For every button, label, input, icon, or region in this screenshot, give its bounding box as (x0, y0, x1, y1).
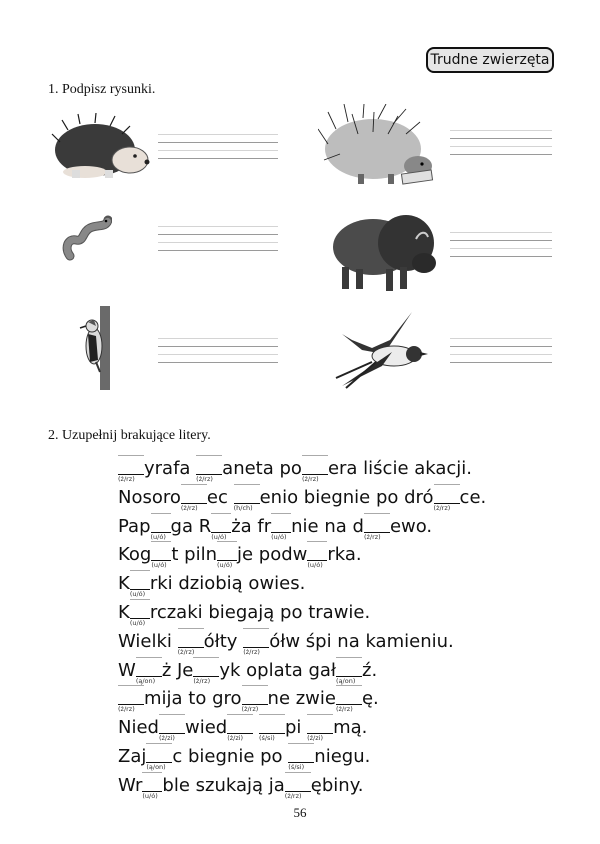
letter-hint: (ą/on) (146, 762, 166, 771)
missing-letter-blank[interactable] (258, 715, 285, 743)
sentence-text: aneta po (222, 458, 302, 479)
letter-hint: (ż/rz) (180, 503, 198, 512)
sentence-text: rczaki biegają po trawie. (149, 601, 371, 623)
sentence-text: Zaj (118, 745, 147, 767)
sentence-text: Pap (118, 515, 151, 537)
letter-hint: (u/ó) (150, 532, 166, 541)
missing-letter-blank[interactable] (146, 744, 172, 771)
sentence-text: Wr (118, 774, 143, 796)
exercise-sentence (118, 485, 578, 514)
task-2-instruction: 2. Uzupełnij brakujące litery. (48, 428, 211, 443)
sentence-text: ź. (362, 659, 378, 681)
sentence-text: Kog (118, 544, 152, 566)
missing-letter-blank[interactable] (335, 686, 362, 714)
exercise-sentence (118, 658, 578, 687)
answer-lines-3[interactable] (158, 226, 278, 258)
section-title-badge: Trudne zwierzęta (426, 47, 554, 73)
missing-letter-blank[interactable] (433, 485, 460, 512)
missing-letter-blank[interactable] (243, 629, 269, 656)
letter-hint: (ż/rz) (177, 647, 195, 656)
exercise-sentence (118, 456, 578, 485)
sentence-text: pi (284, 717, 308, 739)
sentence-text: ne zwie (267, 688, 336, 710)
sentence-text: enio biegnie po dró (259, 486, 434, 508)
missing-letter-blank[interactable] (271, 514, 291, 541)
task-1-instruction: 1. Podpisz rysunki. (48, 82, 156, 97)
letter-hint: (u/ó) (271, 532, 287, 541)
sentence-text: mą. (333, 717, 368, 739)
sentence-text: ółty (203, 630, 244, 652)
sentence-text: ółw śpi na kamieniu. (269, 630, 454, 652)
letter-hint: (ż/zi) (227, 734, 244, 743)
sentence-text: Nied (118, 717, 159, 739)
missing-letter-blank[interactable] (177, 629, 204, 656)
missing-letter-blank[interactable] (284, 773, 311, 800)
sentence-text: ga R (170, 515, 212, 537)
sentence-text: ębiny. (310, 774, 364, 796)
exercise-sentence (118, 629, 578, 658)
missing-letter-blank[interactable] (129, 571, 150, 599)
missing-letter-blank[interactable] (241, 686, 268, 714)
sentence-text: ble szukają ja (162, 774, 285, 796)
missing-letter-blank[interactable] (118, 456, 144, 483)
letter-hint: (ź/zi) (307, 734, 323, 743)
sentence-text: ż Je (161, 659, 194, 681)
answer-lines-4[interactable] (450, 232, 552, 264)
letter-hint: (ś/si) (288, 762, 305, 771)
sentence-text: W (118, 659, 136, 681)
bison-icon (328, 205, 440, 295)
exercise-sentence (118, 542, 578, 571)
letter-hint: (ż/rz) (335, 705, 353, 714)
sentence-text: rki dziobią owies. (149, 573, 306, 595)
answer-lines-5[interactable] (158, 338, 278, 370)
letter-hint: (ż/rz) (193, 676, 211, 685)
letter-hint: (h/ch) (233, 503, 253, 512)
answer-lines-2[interactable] (450, 130, 552, 162)
missing-letter-blank[interactable] (158, 715, 185, 743)
letter-hint: (ż/rz) (433, 503, 451, 512)
sentence-text: ec (206, 486, 234, 508)
letter-hint: (u/ó) (151, 561, 167, 570)
sentence-text: K (118, 601, 130, 623)
letter-hint: (u/ó) (129, 590, 146, 599)
letter-hint: (ż/rz) (301, 475, 319, 483)
exercise-sentence (118, 514, 578, 543)
exercise-sentence (118, 715, 578, 744)
letter-hint: (ż/rz) (241, 705, 259, 714)
sentence-text: yrafa (144, 458, 197, 479)
exercise-sentence (118, 571, 578, 600)
missing-letter-blank[interactable] (227, 715, 253, 743)
sentence-text: rka. (327, 544, 362, 566)
sentence-text: K (118, 573, 130, 595)
letter-hint: (ż/rz) (118, 705, 135, 714)
letter-hint: (ą/on) (135, 676, 156, 685)
letter-hint: (u/ó) (142, 791, 158, 800)
sentence-text: ża fr (231, 515, 272, 537)
missing-letter-blank[interactable] (135, 658, 162, 685)
sentence-text: je podw (236, 544, 308, 566)
sentence-text: niegu. (314, 745, 371, 767)
missing-letter-blank[interactable] (336, 658, 362, 685)
answer-lines-1[interactable] (158, 134, 278, 166)
exercise-sentence (118, 686, 578, 715)
exercise-sentence (118, 600, 578, 629)
exercise-sentence (118, 744, 578, 773)
missing-letter-blank[interactable] (301, 456, 328, 483)
sentence-text: mija to gro (144, 688, 242, 710)
missing-letter-blank[interactable] (216, 542, 237, 570)
sentence-text: ę. (361, 688, 379, 710)
missing-letter-blank[interactable] (307, 715, 333, 743)
letter-hint: (u/ó) (307, 561, 323, 570)
letter-hint: (ż/rz) (196, 475, 213, 483)
missing-letter-blank[interactable] (233, 485, 260, 512)
hedgehog-icon (50, 112, 150, 182)
letter-hint: (u/ó) (211, 532, 227, 541)
letter-hint: (ż/zi) (158, 734, 175, 743)
porcupine-icon (318, 104, 448, 189)
swallow-icon (332, 304, 444, 390)
exercise-sentence (118, 773, 578, 802)
missing-letter-blank[interactable] (288, 744, 314, 771)
missing-letter-blank[interactable] (193, 658, 219, 685)
sentence-text: Nosoro (118, 486, 181, 508)
sentence-text: yk oplata gał (219, 659, 337, 681)
letter-hint: (ż/rz) (363, 532, 381, 541)
missing-letter-blank[interactable] (118, 686, 144, 714)
worm-icon (62, 212, 112, 262)
letter-hint: (u/ó) (216, 561, 233, 570)
sentence-text: ewo. (389, 515, 433, 537)
answer-lines-6[interactable] (450, 338, 552, 370)
sentence-text: era liście akacji. (327, 458, 473, 479)
missing-letter-blank[interactable] (307, 542, 327, 570)
sentence-text: t piln (171, 544, 217, 566)
letter-hint: (u/ó) (129, 618, 146, 627)
missing-letter-blank[interactable] (211, 514, 231, 541)
sentence-text: ce. (459, 486, 487, 508)
fill-in-exercise (118, 456, 578, 802)
letter-hint: (ż/rz) (284, 791, 302, 800)
woodpecker-icon (76, 306, 116, 390)
letter-hint: (ż/rz) (243, 647, 260, 656)
sentence-text: c biegnie po (172, 745, 289, 767)
sentence-text: nie na d (291, 515, 364, 537)
missing-letter-blank[interactable] (151, 542, 171, 570)
missing-letter-blank[interactable] (142, 773, 162, 800)
missing-letter-blank[interactable] (196, 456, 222, 483)
letter-hint: (ś/si) (258, 734, 275, 743)
letter-hint: (ż/rz) (118, 475, 135, 483)
missing-letter-blank[interactable] (180, 485, 207, 512)
missing-letter-blank[interactable] (150, 514, 171, 541)
page-number: 56 (293, 805, 307, 820)
letter-hint: (ą/on) (336, 676, 356, 685)
missing-letter-blank[interactable] (129, 600, 150, 627)
sentence-text: Wielki (118, 630, 178, 652)
missing-letter-blank[interactable] (363, 514, 390, 541)
sentence-text: wied (184, 717, 228, 739)
